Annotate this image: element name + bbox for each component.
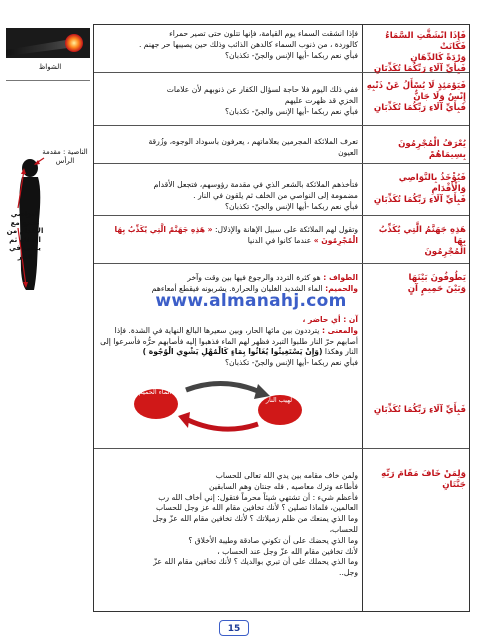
term-text: آن : أي حاضر ، bbox=[302, 315, 358, 324]
verse-cell bbox=[366, 139, 466, 161]
verse-cell bbox=[366, 81, 466, 114]
verse-line: فَبِأَيِّ آلَاءِ رَبِّكُمَا تُكَذِّبَانِ bbox=[373, 64, 466, 74]
verse-line: فَإِذَا انْشَقَّتِ السَّمَاءُ فَكَانَتْ bbox=[385, 31, 466, 52]
tafsir-line: فبأي نعم ربكما -أيها الإنس والجنّ- تكذبان؟ bbox=[224, 358, 358, 368]
row-divider bbox=[94, 448, 469, 449]
verse-cell bbox=[366, 405, 466, 416]
verse-cell bbox=[366, 31, 466, 75]
verse-cell bbox=[366, 469, 466, 491]
verse-cell bbox=[366, 225, 466, 258]
tafsir-line: فأعظم شيء : أن تشتهي شيئاً محرماً فتقول: إني أخاف الله رب bbox=[158, 492, 358, 502]
tafsir-cell bbox=[98, 315, 358, 369]
tafsir-line: للحساب، bbox=[329, 524, 358, 534]
verse-line: جَنَّتَانِ bbox=[442, 480, 466, 490]
verse-line: إِنْسٌ وَلَا جَانٌّ bbox=[413, 92, 466, 102]
row-divider bbox=[94, 125, 469, 126]
tafsir-line: ولمن خاف مقامه بين يدي الله تعالى للحساب bbox=[215, 471, 358, 480]
tafsir-line: وما الذي يحملك على أن تبري بوالديك ؟ لأنك تخافين مقام الله عزّ bbox=[153, 557, 358, 567]
verse-line: الْمُجْرِمُونَ bbox=[424, 247, 466, 257]
verse-line: فَبِأَيِّ آلَاءِ رَبِّكُمَا تُكَذِّبَانِ bbox=[373, 405, 466, 415]
tafsir-table bbox=[93, 24, 470, 612]
verse-line: فَبِأَيِّ آلَاءِ رَبِّكُمَا تُكَذِّبَانِ bbox=[373, 103, 466, 113]
website-watermark: www.almanahj.com bbox=[155, 291, 347, 311]
tafsir-cell bbox=[98, 85, 358, 117]
verse-line: فَيُؤْخَذُ بِالنَّوَاصِي وَالْأَقْدَامِ bbox=[398, 173, 466, 194]
tafsir-cell bbox=[98, 137, 358, 159]
row-divider bbox=[94, 163, 469, 164]
verse-line: وَبَيْنَ حَمِيمٍ آنٍ bbox=[407, 284, 466, 294]
verse-cell bbox=[366, 173, 466, 206]
tafsir-line: لأنك تخافين مقام الله عزّ وجل عند الحساب ، bbox=[217, 546, 358, 556]
verse-line: هَذِهِ جَهَنَّمُ الَّتِي يُكَذِّبُ بِهَا bbox=[378, 225, 466, 246]
tafsir-line: العيون bbox=[338, 147, 358, 157]
tafsir-line: فأطاعه وترك معاصيه , فله جنتان وهم السابقين bbox=[209, 481, 358, 491]
tafsir-line: مضمومة إلى النواصي من الخلف ثم يلقون في النار . bbox=[193, 190, 358, 200]
tafsir-cell bbox=[98, 180, 358, 212]
tafsir-line: وما الذي يحضك على أن تكوني صادقة وطيبة الأخلاق ؟ bbox=[188, 535, 358, 545]
tafsir-line bbox=[98, 273, 358, 284]
verse-line: يَطُوفُونَ بَيْنَهَا bbox=[408, 273, 466, 283]
term-label: والمعنى : bbox=[319, 325, 358, 335]
tafsir-line: فإذا انشقت السماء يوم القيامة، فإنها تتلون حتى تصير حمراء bbox=[169, 29, 358, 38]
tafsir-line: العالمين، فلماذا تصلين ؟ لأنك تخافين مقام الله عز وجل للحساب bbox=[155, 503, 358, 513]
forelocks-feet-label: النواصي تجمع مع الأقدام من الخلف ثم يلقى في النار bbox=[6, 210, 44, 261]
page-number: 15 bbox=[219, 620, 249, 636]
tafsir-line: كالوردة ، من ذنوب السماء كالدهن الذائب وذلك حين يصيبها حر جهنم . bbox=[138, 39, 358, 49]
meteor-caption: الشواظ bbox=[38, 63, 62, 71]
verse-line: وَلِمَنْ خَافَ مَقَامَ رَبِّهِ bbox=[381, 469, 466, 479]
hot-water-label: الماء الحميم bbox=[138, 388, 172, 396]
meteor-flame-image bbox=[6, 28, 90, 58]
tafsir-cell bbox=[98, 29, 358, 61]
tafsir-cell bbox=[98, 225, 358, 247]
cycle-arrows-diagram bbox=[128, 378, 318, 434]
tafsir-quote: « هَذِهِ جَهَنَّمُ الَّتِي يُكَذِّبُ بِهَا الْمُجْرِمُونَ » bbox=[114, 225, 358, 245]
tafsir-line: فتأخذهم الملائكة بالشعر الذي في مقدمة رؤوسهم، فتجعل الأقدام bbox=[153, 180, 358, 189]
row-divider bbox=[94, 263, 469, 264]
tafsir-line: وما الذي يمنعك من ظلم زميلاتك ؟ لأنك تخافين مقام الله عزّ وجل bbox=[152, 514, 358, 524]
tafsir-line: تعرف الملائكة المجرمين بعلاماتهم ، يعرفون باسوداد الوجوه، وزُرقة bbox=[148, 137, 358, 146]
row-divider bbox=[94, 215, 469, 216]
verse-line: يُعْرَفُ الْمُجْرِمُونَ بِسِيمَاهُمْ bbox=[398, 139, 466, 160]
term-text: الماء الشديد الغليان والحرارة. يشربونه فيقطع أمعاءهم bbox=[151, 283, 323, 293]
term-label: الطواف : bbox=[320, 273, 358, 282]
quran-quote: (وَإِنْ يَسْتَغِيثُوا يُغَاثُوا بِمَاءٍ كَالْمُهْلِ يَشْوِي الْوُجُوهَ ) bbox=[142, 347, 323, 357]
man-silhouette-diagram bbox=[4, 80, 92, 300]
term-text: يترددون بين مائها الحار، وبين سعيرها البالغ النهاية في الشدة. فإذا أصابهم حرّ النار طلبوا التبرد فظهر لهم الماء فذهبوا إليه فأصابهم حرُّه فأسرعوا إلى النار وهكذا bbox=[100, 325, 358, 357]
tafsir-line: فبأي نعم ربكما -أيها الإنس والجنّ- تكذبان؟ bbox=[224, 106, 358, 116]
column-divider bbox=[362, 25, 363, 611]
tafsir-cell bbox=[98, 471, 358, 579]
tafsir-line bbox=[98, 326, 358, 358]
term-text: هو كثرة التردد والرجوع فيها بين وقت وآخر bbox=[187, 273, 321, 282]
tafsir-line: فبأي نعم ربكما -أيها الإنس والجنّ- تكذبان؟ bbox=[224, 50, 358, 60]
fire-flame-label: لهيب النار bbox=[265, 396, 293, 404]
verse-line: فَيَوْمَئِذٍ لَا يُسْأَلُ عَنْ ذَنْبِهِ bbox=[366, 81, 466, 91]
tafsir-text: وتقول لهم الملائكة على سبيل الإهانة والإذلال: bbox=[212, 225, 358, 234]
tafsir-line: فبأي نعم ربكما -أيها الإنس والجنّ- تكذبان؟ bbox=[224, 201, 358, 211]
tafsir-line: ففي ذلك اليوم فلا حاجة لسؤال الكفار عن ذنوبهم لأن علامات bbox=[166, 85, 358, 94]
tafsir-line: الخزي قد ظهرت عليهم bbox=[284, 95, 358, 105]
tafsir-text: عندما كانوا في الدنيا bbox=[247, 235, 312, 245]
verse-line: فَبِأَيِّ آلَاءِ رَبِّكُمَا تُكَذِّبَانِ bbox=[373, 195, 466, 205]
forelock-label: الناصية : مقدمة الرأس bbox=[42, 148, 88, 165]
term-label: والحميم: bbox=[322, 283, 358, 293]
tafsir-line: وجل.. bbox=[339, 568, 358, 578]
verse-line: وَرْدَةً كَالدِّهَانِ bbox=[410, 53, 466, 63]
